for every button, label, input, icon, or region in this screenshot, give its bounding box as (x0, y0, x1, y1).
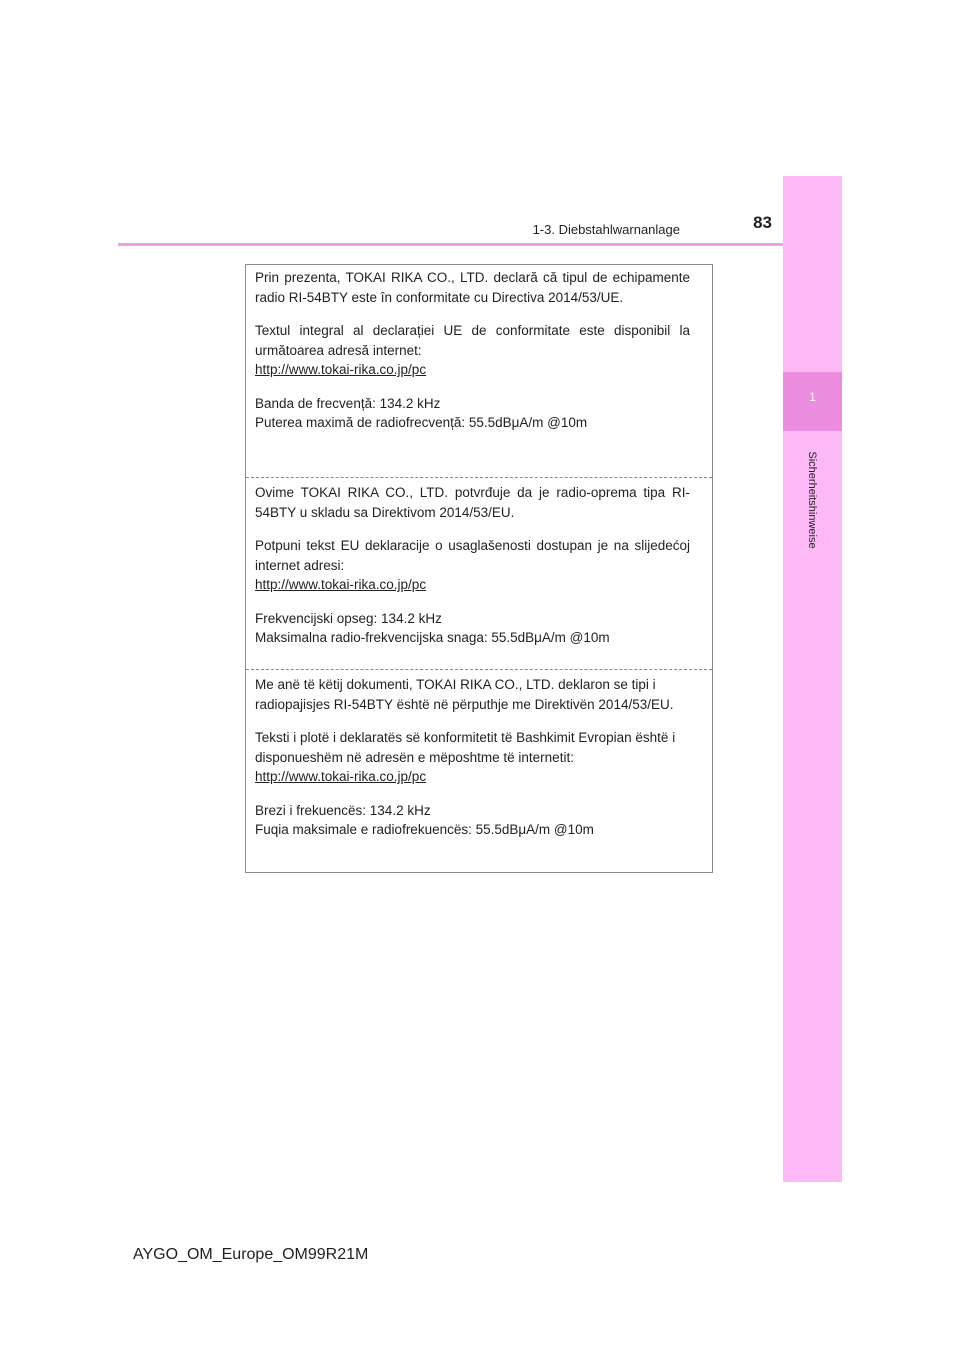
chapter-label: Sicherheitshinweise (806, 451, 818, 549)
notice-power: Maksimalna radio-frekvencijska snaga: 55.5dBμA/m @10m (255, 630, 610, 645)
notice-availability-text: Textul integral al declarației UE de conformitate este disponibil la următoarea adresă internet: (255, 323, 690, 358)
notice-availability (255, 728, 690, 787)
notice-declaration: Prin prezenta, TOKAI RIKA CO., LTD. declară că tipul de echipamente radio RI-54BTY este în conformitate cu Directiva 2014/53/UE. (255, 270, 690, 305)
chapter-number: 1 (809, 390, 816, 404)
notice-romanian (246, 268, 712, 447)
section-title: 1-3. Diebstahlwarnanlage (532, 222, 680, 237)
notice-link[interactable]: http://www.tokai-rika.co.jp/pc (255, 769, 427, 784)
notice-availability-text: Potpuni tekst EU deklaracije o usaglašenosti dostupan je na slijedećoj internet adresi: (255, 538, 690, 573)
header-rule (118, 243, 841, 246)
notice-power: Fuqia maksimale e radiofrekuencës: 55.5dBμA/m @10m (255, 822, 594, 837)
notice-frequency: Frekvencijski opseg: 134.2 kHz (255, 610, 442, 626)
page-number: 83 (753, 213, 772, 232)
notice-declaration: Me anë të këtij dokumenti, TOKAI RIKA CO., LTD. deklaron se tipi i radiopajisjes RI-54BTY është në përputhje me Direktivën 2014/53/EU. (255, 677, 674, 712)
notice-specs (255, 801, 690, 840)
notice-link[interactable]: http://www.tokai-rika.co.jp/pc (255, 577, 427, 592)
notice-declaration: Ovime TOKAI RIKA CO., LTD. potvrđuje da je radio-oprema tipa RI-54BTY u skladu sa Direktivom 2014/53/EU. (255, 485, 690, 520)
notice-availability (255, 321, 690, 380)
notice-power: Puterea maximă de radiofrecvență: 55.5dBμA/m @10m (255, 415, 588, 430)
notice-frequency: Banda de frecvență: 134.2 kHz (255, 395, 441, 411)
notice-specs (255, 394, 690, 433)
chapter-side-strip (783, 176, 842, 1182)
notice-availability (255, 536, 690, 595)
regulatory-notice-box (245, 264, 713, 873)
notice-frequency: Brezi i frekuencës: 134.2 kHz (255, 802, 431, 818)
notice-specs (255, 609, 690, 648)
footer-model-code: AYGO_OM_Europe_OM99R21M (133, 1246, 369, 1263)
notice-albanian (246, 669, 712, 854)
notice-availability-text: Teksti i plotë i deklaratës së konformitetit të Bashkimit Evropian është i disponueshëm në adresën e mëposhtme të internetit: (255, 730, 676, 765)
notice-link[interactable]: http://www.tokai-rika.co.jp/pc (255, 362, 427, 377)
notice-bosnian (246, 477, 712, 662)
